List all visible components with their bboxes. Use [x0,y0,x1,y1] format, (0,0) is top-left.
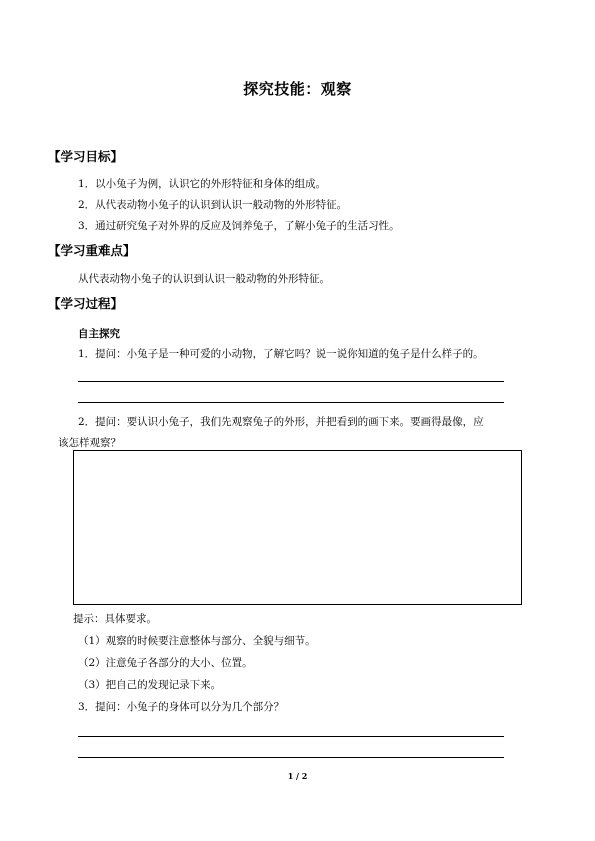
hint-text: 提示：具体要求。 [73,613,157,625]
hint-item-2: （2）注意兔子各部分的大小、位置。 [78,657,253,669]
question-3: 3．提问：小兔子的身体可以分为几个部分？ [78,701,285,713]
subheading-self-inquiry: 自主探究 [78,328,120,340]
answer-line-3[interactable] [78,736,504,737]
goal-item-2: 2．从代表动物小兔子的认识到认识一般动物的外形特征。 [78,199,348,211]
answer-line-1[interactable] [78,381,504,382]
section-heading-key-points: 【学习重难点】 [48,243,136,258]
hint-item-3: （3）把自己的发现记录下来。 [78,679,222,691]
key-points-text: 从代表动物小兔子的认识到认识一般动物的外形特征。 [78,273,330,285]
page-number: 1 / 2 [287,771,308,781]
page-title: 探究技能：观察 [243,80,352,98]
section-heading-goals: 【学习目标】 [48,149,124,164]
answer-line-2[interactable] [78,402,504,403]
goal-item-1: 1．以小兔子为例，认识它的外形特征和身体的组成。 [78,178,327,190]
section-heading-process: 【学习过程】 [48,296,124,311]
goal-item-3: 3．通过研究兔子对外界的反应及饲养兔子，了解小兔子的生活习性。 [78,220,400,232]
question-2-line-2: 该怎样观察？ [58,437,121,449]
question-1: 1．提问：小兔子是一种可爱的小动物，了解它吗？说一说你知道的兔子是什么样子的。 [78,348,484,360]
question-2-line-1: 2．提问：要认识小兔子，我们先观察兔子的外形，并把看到的画下来。要画得最像，应 [78,416,484,428]
drawing-box[interactable] [73,450,522,605]
answer-line-4[interactable] [78,757,504,758]
hint-item-1: （1）观察的时候要注意整体与部分、全貌与细节。 [78,635,316,647]
